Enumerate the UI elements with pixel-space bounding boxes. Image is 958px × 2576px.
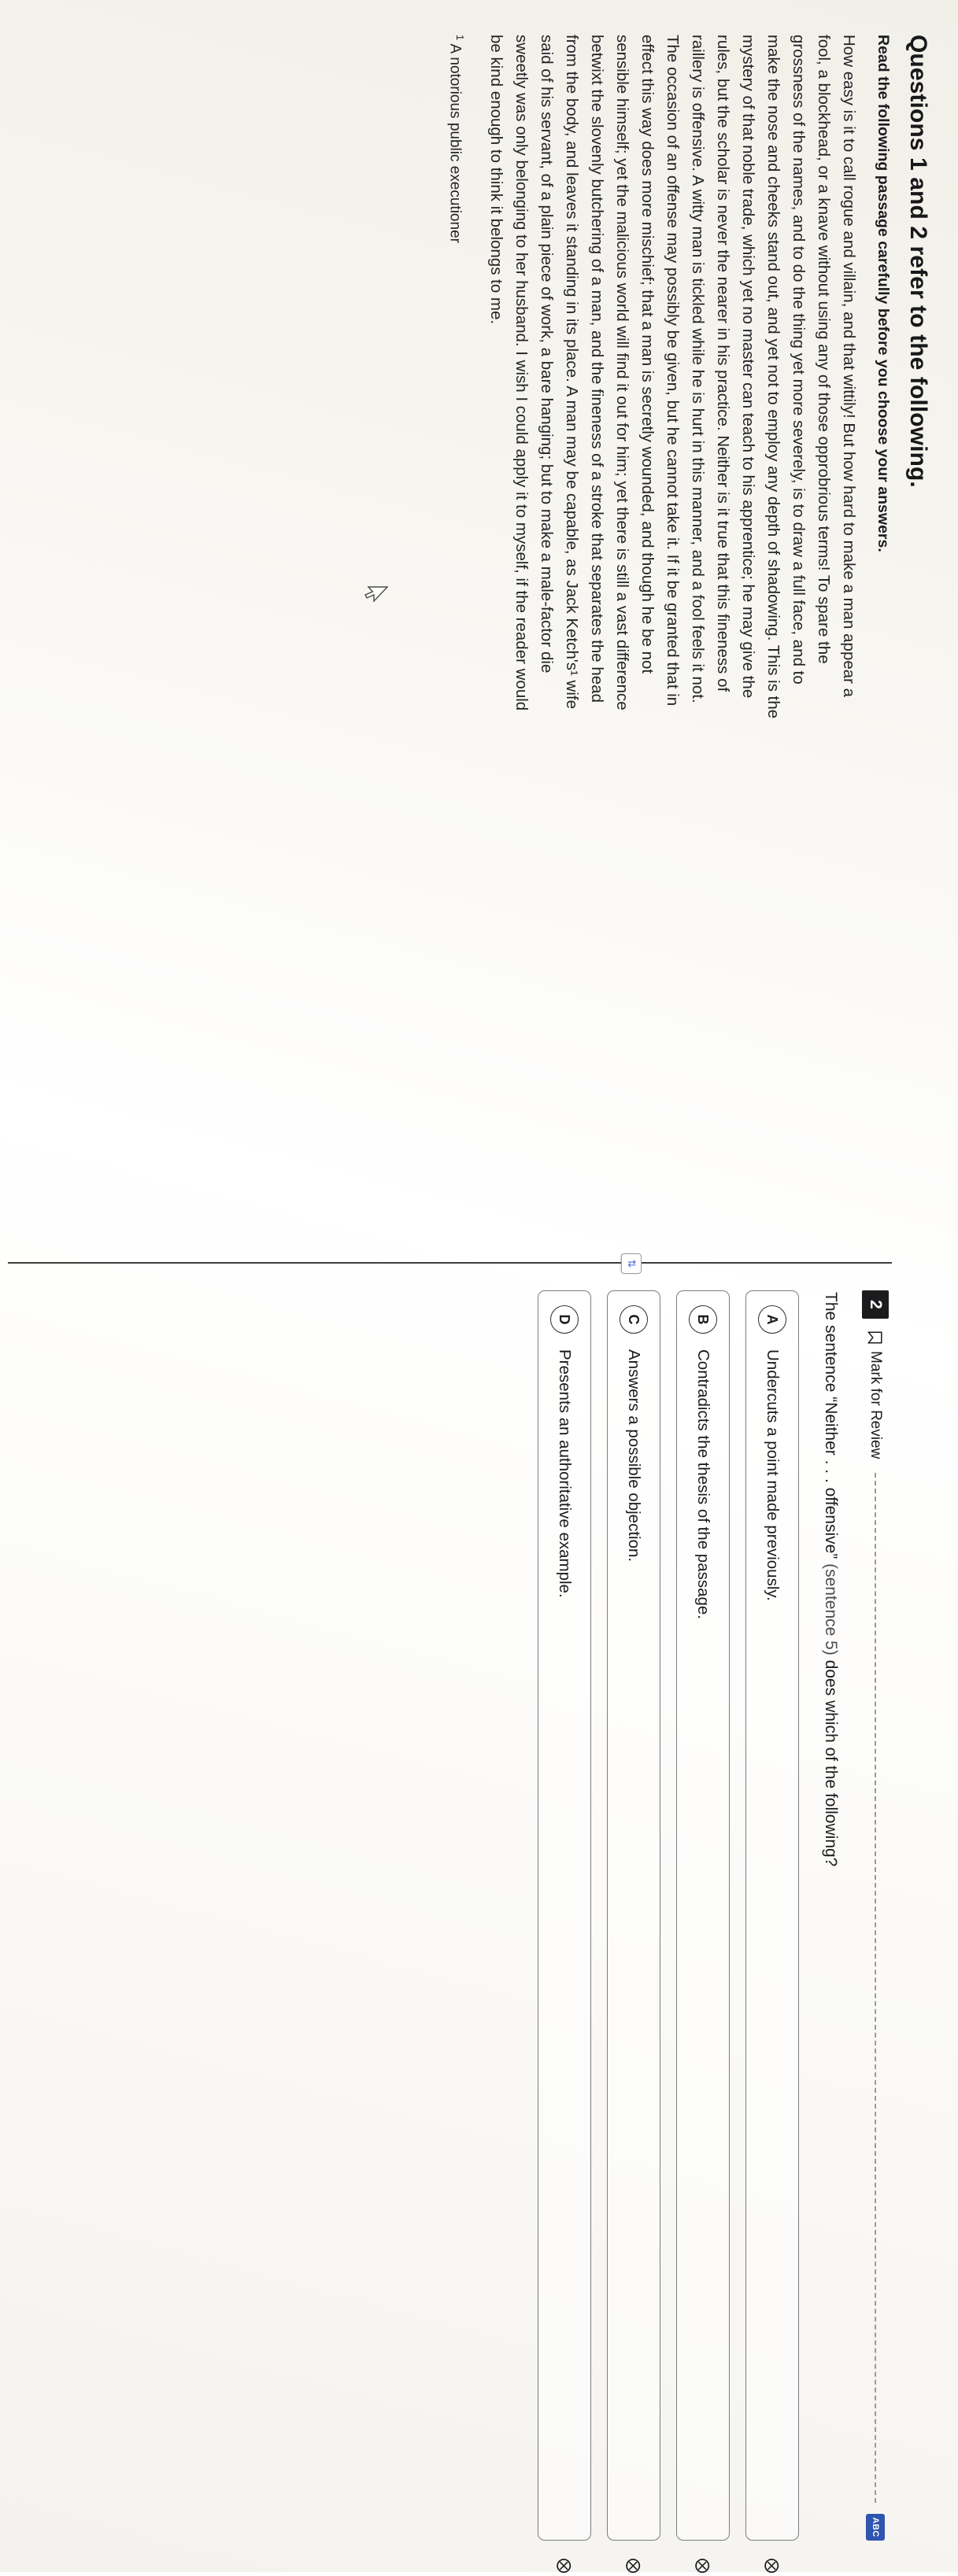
question-stem-suffix: does which of the following? bbox=[822, 1655, 840, 1867]
passage-paragraph: How easy is it to call rogue and villain, and that wittily! But how hard to make a man appear a fool, a blockhead, or a knave without using any of those opprobrious terms! To spare the grossness of the names, and to do the thing yet more severely, is to draw a full face, and to make the nose and cheeks stand out, and yet not to employ any depth of shadowing. This is the mystery of that noble trade, which yet no master can teach to his apprentice; he may give the rules, but the scholar is never the nearer in his practice. Neither is it true that this fineness of raillery is offensive. A witty man is tickled while he is hurt in this manner, and a fool feels it not. The occasion of an offense may possibly be given, but he cannot take it. If it be granted that in effect this way does more mischief; that a man is secretly wounded, and though he be not sensible himself; yet the malicious world will find it out for him; yet there is still a vast difference betwixt the slovenly butchering of a man, and the fineness of a stroke that separates the head from the body, and leaves it standing in its place. A man may be capable, as Jack Ketch's¹ wife said of his servant, of a plain piece of work, a bare hanging; but to make a male-factor die sweetly was only belonging to her husband. I wish I could apply it to myself, if the reader would be kind enough to think it belongs to me. bbox=[487, 35, 858, 719]
answer-choice-b[interactable] bbox=[676, 1290, 730, 2574]
toolbar-dashed-rule bbox=[875, 1473, 876, 2503]
answer-choice-c[interactable] bbox=[607, 1290, 660, 2574]
question-stem bbox=[818, 1292, 843, 2541]
answer-choice-letter: C bbox=[620, 1305, 648, 1334]
passage-instructions: Read the following passage carefully before you choose your answers. bbox=[875, 35, 892, 552]
panel-divider bbox=[8, 1259, 892, 1268]
question-toolbar bbox=[859, 1290, 892, 2541]
cross-out-icon[interactable]: ⨂ bbox=[625, 2558, 642, 2574]
passage-panel bbox=[8, 35, 892, 1262]
passage-body bbox=[483, 35, 861, 727]
answer-choice-letter: B bbox=[689, 1305, 717, 1334]
panel-resize-handle[interactable] bbox=[621, 1253, 642, 1274]
question-stem-reference: (sentence 5) bbox=[822, 1563, 840, 1655]
answer-choices bbox=[538, 1290, 799, 2574]
answer-choice-d[interactable] bbox=[538, 1290, 591, 2574]
answer-choice-text: Answers a possible objection. bbox=[625, 1349, 643, 1563]
answer-choice-letter: D bbox=[550, 1305, 579, 1334]
question-number-badge: 2 bbox=[862, 1290, 889, 1319]
answer-choice-letter: A bbox=[758, 1305, 786, 1334]
cross-out-tool-button[interactable]: ABC bbox=[866, 2514, 885, 2541]
footnote-text: A notorious public executioner bbox=[446, 43, 464, 243]
page-title: Questions 1 and 2 refer to the following. bbox=[905, 35, 931, 488]
question-stem-prefix: The sentence “Neither . . . offensive” bbox=[822, 1292, 840, 1564]
answer-choice-text: Contradicts the thesis of the passage. bbox=[694, 1349, 712, 1620]
question-panel bbox=[8, 1264, 892, 2574]
answer-choice-text: Undercuts a point made previously. bbox=[764, 1349, 782, 1601]
mark-for-review-button[interactable] bbox=[867, 1331, 884, 1459]
cross-out-icon[interactable]: ⨂ bbox=[764, 2558, 781, 2574]
passage-footnote bbox=[444, 35, 471, 1235]
vertical-resize-icon: ⇅ bbox=[626, 1259, 638, 1268]
mark-for-review-label: Mark for Review bbox=[867, 1351, 884, 1460]
bookmark-icon bbox=[868, 1331, 883, 1344]
answer-choice-text: Presents an authoritative example. bbox=[556, 1349, 574, 1598]
two-column-layout bbox=[8, 35, 892, 2574]
answer-choice-a[interactable] bbox=[745, 1290, 799, 2574]
cross-out-icon[interactable]: ⨂ bbox=[556, 2558, 573, 2574]
footnote-marker: 1 bbox=[454, 35, 466, 41]
cross-out-icon[interactable]: ⨂ bbox=[694, 2558, 712, 2574]
